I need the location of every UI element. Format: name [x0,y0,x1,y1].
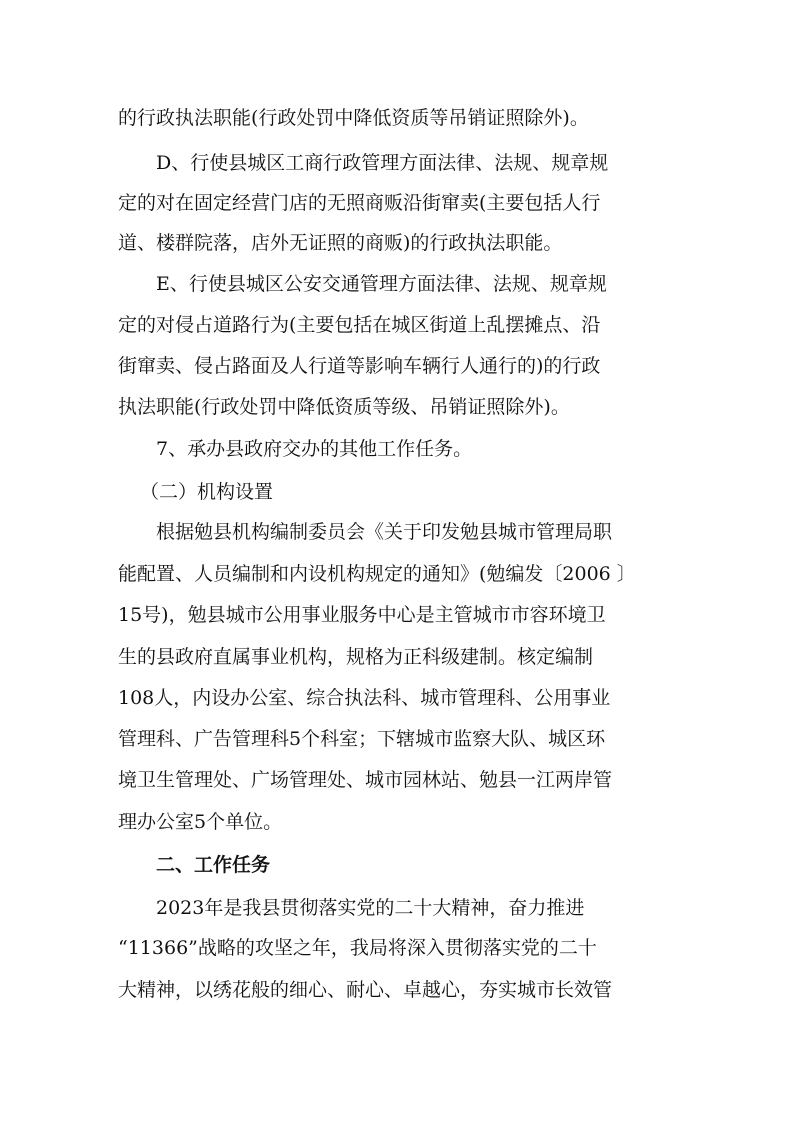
line-text: 定的对在固定经营门店的无照商贩沿街窜卖(主要包括人行 [118,192,601,214]
section-heading [0,472,793,512]
text-line [0,595,793,635]
line-text: 根据勉县机构编制委员会《关于印发勉县城市管理局职 [156,521,613,543]
section-heading-text: （二）机构设置 [140,481,274,503]
text-line [0,512,793,552]
text-line [0,264,793,304]
line-text: 执法职能(行政处罚中降低资质等级、吊销证照除外)。 [118,396,570,418]
text-line [0,305,793,345]
text-line [0,143,793,183]
text-line [0,429,793,469]
text-line [0,387,793,427]
text-line [0,554,793,594]
text-line [0,637,793,677]
section-heading-text: 二、工作任务 [156,854,271,876]
line-text: 的行政执法职能(行政处罚中降低资质等吊销证照除外)。 [118,107,589,129]
line-text: 境卫生管理处、广场管理处、城市园林站、勉县一江两岸管 [118,769,613,791]
text-line [0,98,793,138]
line-text: 道、楼群院落，店外无证照的商贩)的行政执法职能。 [118,232,563,254]
line-text: D、行使县城区工商行政管理方面法律、法规、规章规 [156,152,609,174]
text-line [0,760,793,800]
line-text: 生的县政府直属事业机构，规格为正科级建制。核定编制 [118,646,594,668]
line-text: 2023年是我县贯彻落实党的二十大精神，奋力推进 [156,897,585,919]
line-text: 街窜卖、侵占路面及人行道等影响车辆行人通行的)的行政 [118,355,601,377]
text-line [0,970,793,1010]
line-text: 大精神，以绣花般的细心、耐心、卓越心，夯实城市长效管 [118,979,613,1001]
line-text: 定的对侵占道路行为(主要包括在城区街道上乱摆摊点、沿 [118,314,601,336]
line-text: 15号)，勉县城市公用事业服务中心是主管城市市容环境卫 [118,604,606,626]
line-text: “11366”战略的攻坚之年，我局将深入贯彻落实党的二十 [118,937,597,959]
text-line [0,719,793,759]
line-text: 理办公室5个单位。 [118,811,283,833]
text-line [0,888,793,928]
text-line [0,678,793,718]
text-line [0,223,793,263]
line-text: 7、承办县政府交办的其他工作任务。 [156,438,473,460]
line-text: 管理科、广告管理科5个科室；下辖城市监察大队、城区环 [118,728,606,750]
text-line [0,802,793,842]
line-text: 能配置、人员编制和内设机构规定的通知》(勉编发〔2006 〕 [118,563,636,585]
line-text: 108人，内设办公室、综合执法科、城市管理科、公用事业 [118,687,611,709]
line-text: E、行使县城区公安交通管理方面法律、法规、规章规 [156,273,607,295]
text-line [0,346,793,386]
text-line [0,928,793,968]
text-line [0,183,793,223]
section-heading [0,845,793,885]
